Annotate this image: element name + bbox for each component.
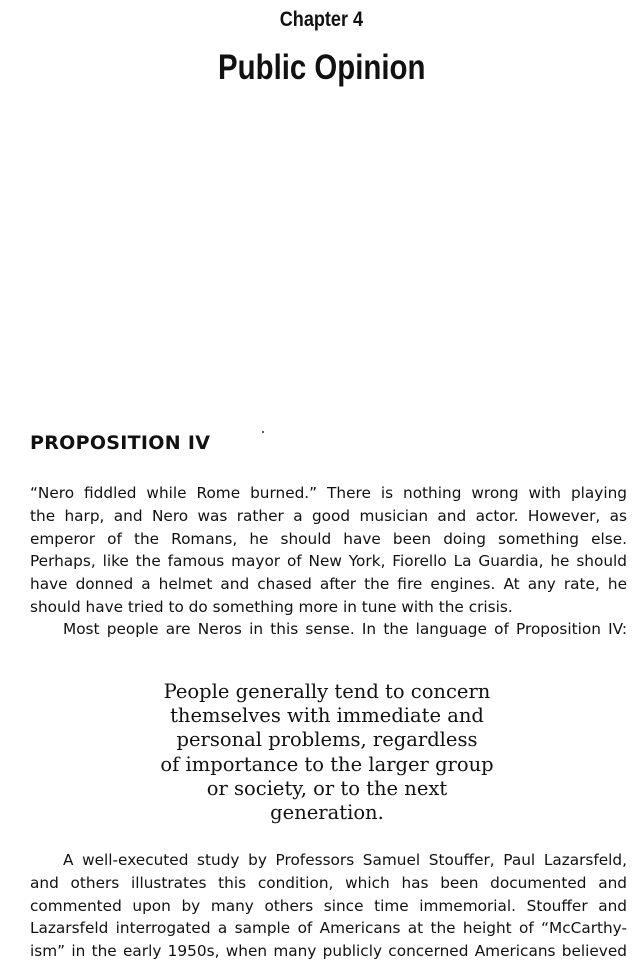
paragraph-line: A well-executed study by Professors Samuel Stouffer, Paul Lazarsfeld, xyxy=(63,851,627,869)
section-heading: PROPOSITION IV xyxy=(30,432,211,454)
proposition-line: People generally tend to concern xyxy=(163,680,491,703)
chapter-label: Chapter 4 xyxy=(279,8,364,31)
proposition-line: or society, or to the next xyxy=(206,776,448,800)
proposition-line: generation. xyxy=(270,801,384,825)
print-speck xyxy=(262,431,264,433)
paragraph-line: should have tried to do something more in tune with the crisis. xyxy=(30,597,513,616)
proposition-line: personal problems, regardless xyxy=(176,728,478,752)
proposition-line: themselves with immediate and xyxy=(170,704,484,728)
paragraph-line: ism” in the early 1950s, when many publicly concerned Americans believed xyxy=(30,942,627,961)
paragraph-study xyxy=(30,849,627,963)
paragraph-intro xyxy=(30,482,627,619)
paragraph-line: Perhaps, like the famous mayor of New York, Fiorello La Guardia, he should xyxy=(30,552,627,571)
paragraph-lead-in: Most people are Neros in this sense. In the language of Proposition IV: xyxy=(63,620,627,638)
paragraph-line: have donned a helmet and chased after the fire engines. At any rate, he xyxy=(30,575,627,594)
proposition-line: of importance to the larger group xyxy=(160,752,494,776)
paragraph-line: commented upon by many others since time immemorial. Stouffer and xyxy=(30,896,627,915)
paragraph-line: the harp, and Nero was rather a good musician and actor. However, as xyxy=(30,506,627,525)
proposition-statement xyxy=(0,680,640,825)
paragraph-line: and others illustrates this condition, which has been documented and xyxy=(30,873,627,892)
paragraph-line: “Nero fiddled while Rome burned.” There is nothing wrong with playing xyxy=(30,484,627,502)
paragraph-line: emperor of the Romans, he should have been doing something else. xyxy=(30,529,627,548)
chapter-title: Public Opinion xyxy=(218,48,426,87)
paragraph-line: Lazarsfeld interrogated a sample of Americans at the height of “McCarthy- xyxy=(30,919,627,938)
